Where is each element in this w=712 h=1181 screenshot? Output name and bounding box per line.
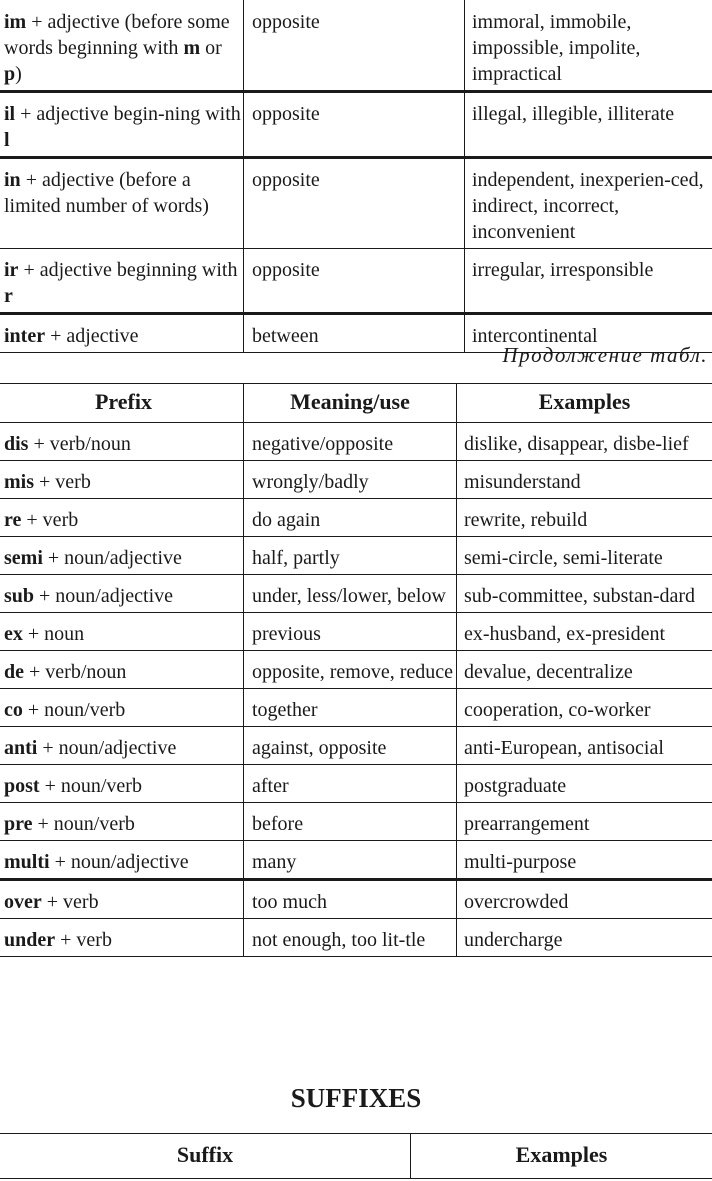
examples-cell: immoral, immobile, impossible, impolite, impractical — [465, 0, 712, 92]
table-row — [0, 249, 712, 314]
examples-cell: irregular, irresponsible — [465, 249, 712, 314]
prefix-cell: in + adjective (before a limited number of words) — [0, 158, 244, 249]
examples-cell: postgraduate — [457, 765, 712, 803]
column-header-meaning: Meaning/use — [244, 384, 457, 423]
table-row — [0, 499, 712, 537]
meaning-cell: between — [244, 314, 465, 353]
column-header-examples: Examples — [411, 1134, 712, 1179]
prefix-cell: inter + adjective — [0, 314, 244, 353]
table-row — [0, 423, 712, 461]
prefix-cell: over + verb — [0, 880, 244, 919]
meaning-cell: under, less/lower, below — [244, 575, 457, 613]
examples-cell: undercharge — [457, 919, 712, 957]
examples-cell: misunderstand — [457, 461, 712, 499]
meaning-cell: half, partly — [244, 537, 457, 575]
table-row — [0, 613, 712, 651]
table-row — [0, 158, 712, 249]
table-row — [0, 880, 712, 919]
prefix-cell: ex + noun — [0, 613, 244, 651]
examples-cell: independent, inexperien-ced, indirect, incorrect, inconvenient — [465, 158, 712, 249]
prefix-table-continued-top — [0, 0, 712, 353]
prefix-cell: multi + noun/adjective — [0, 841, 244, 880]
table-row — [0, 0, 712, 92]
meaning-cell: opposite, remove, reduce — [244, 651, 457, 689]
meaning-cell: too much — [244, 880, 457, 919]
prefix-cell: anti + noun/adjective — [0, 727, 244, 765]
meaning-cell: against, opposite — [244, 727, 457, 765]
meaning-cell: before — [244, 803, 457, 841]
table-row — [0, 575, 712, 613]
table-header-row — [0, 1134, 712, 1179]
table-row — [0, 919, 712, 957]
table-row — [0, 461, 712, 499]
meaning-cell: together — [244, 689, 457, 727]
prefix-table — [0, 383, 712, 957]
section-heading-suffixes: SUFFIXES — [290, 1083, 422, 1113]
meaning-cell: do again — [244, 499, 457, 537]
examples-cell: devalue, decentralize — [457, 651, 712, 689]
prefix-cell: semi + noun/adjective — [0, 537, 244, 575]
prefix-cell: under + verb — [0, 919, 244, 957]
table-row — [0, 803, 712, 841]
examples-cell: prearrangement — [457, 803, 712, 841]
prefix-cell: sub + noun/adjective — [0, 575, 244, 613]
prefix-cell: post + noun/verb — [0, 765, 244, 803]
meaning-cell: opposite — [244, 0, 465, 92]
prefix-cell: ir + adjective beginning with r — [0, 249, 244, 314]
meaning-cell: previous — [244, 613, 457, 651]
prefix-cell: co + noun/verb — [0, 689, 244, 727]
suffix-table — [0, 1133, 712, 1179]
examples-cell: intercontinental — [465, 314, 712, 353]
meaning-cell: many — [244, 841, 457, 880]
prefix-cell: de + verb/noun — [0, 651, 244, 689]
table-continued-note: Продолжение табл. — [502, 343, 708, 367]
table-row — [0, 92, 712, 158]
meaning-cell: opposite — [244, 249, 465, 314]
column-header-examples: Examples — [457, 384, 712, 423]
examples-cell: illegal, illegible, illiterate — [465, 92, 712, 158]
meaning-cell: opposite — [244, 158, 465, 249]
examples-cell: semi-circle, semi-literate — [457, 537, 712, 575]
column-header-prefix: Prefix — [0, 384, 244, 423]
meaning-cell: wrongly/badly — [244, 461, 457, 499]
meaning-cell: not enough, too lit-tle — [244, 919, 457, 957]
table-row — [0, 537, 712, 575]
examples-cell: rewrite, rebuild — [457, 499, 712, 537]
meaning-cell: after — [244, 765, 457, 803]
examples-cell: anti-European, antisocial — [457, 727, 712, 765]
prefix-cell: pre + noun/verb — [0, 803, 244, 841]
meaning-cell: negative/opposite — [244, 423, 457, 461]
table-row — [0, 841, 712, 880]
examples-cell: cooperation, co-worker — [457, 689, 712, 727]
examples-cell: ex-husband, ex-president — [457, 613, 712, 651]
table-row — [0, 765, 712, 803]
examples-cell: sub-committee, substan-dard — [457, 575, 712, 613]
prefix-cell: dis + verb/noun — [4, 433, 131, 455]
examples-cell: dislike, disappear, disbe-lief — [457, 423, 712, 461]
column-header-suffix: Suffix — [0, 1134, 411, 1179]
examples-cell: overcrowded — [457, 880, 712, 919]
prefix-cell: il + adjective begin-ning with l — [0, 92, 244, 158]
table-row — [0, 651, 712, 689]
prefix-cell: im + adjective (before some words beginning with m or p) — [4, 11, 230, 85]
examples-cell: multi-purpose — [457, 841, 712, 880]
table-row — [0, 727, 712, 765]
table-header-row — [0, 384, 712, 423]
table-row — [0, 689, 712, 727]
meaning-cell: opposite — [244, 92, 465, 158]
prefix-cell: mis + verb — [0, 461, 244, 499]
prefix-cell: re + verb — [0, 499, 244, 537]
